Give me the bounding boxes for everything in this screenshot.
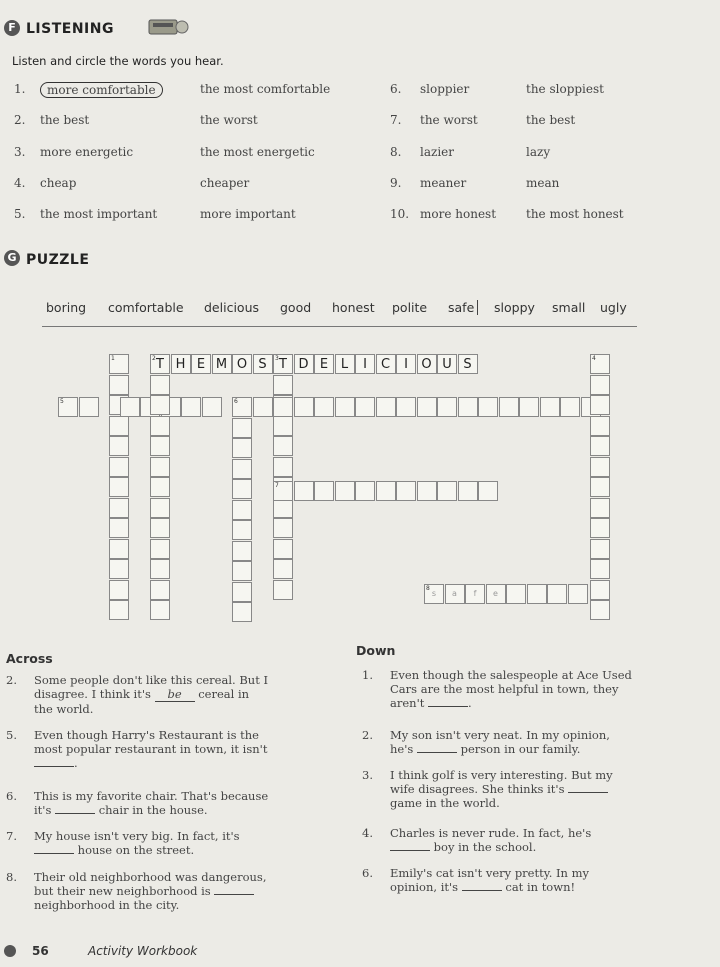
word-bank-item: sloppy (494, 300, 535, 315)
cassette-icon (148, 18, 190, 36)
item-number: 3. (14, 145, 26, 159)
grid-cell[interactable] (273, 457, 293, 477)
grid-cell[interactable] (232, 459, 252, 479)
grid-cell[interactable] (314, 397, 334, 417)
grid-cell[interactable] (417, 481, 437, 501)
grid-letter-faint: e (493, 589, 498, 598)
answer-choice[interactable]: cheap (40, 176, 77, 190)
answer-choice[interactable]: the best (526, 113, 576, 127)
word-bank-item: polite (392, 300, 428, 315)
grid-cell[interactable] (417, 397, 437, 417)
grid-cell[interactable] (253, 397, 273, 417)
grid-cell[interactable] (590, 498, 610, 518)
grid-letter: M (215, 357, 228, 372)
grid-letter: S (463, 357, 472, 372)
grid-cell[interactable] (458, 397, 478, 417)
clue-down-6: 6. Emily's cat isn't very pretty. In my opinion, it's cat in town! (362, 866, 590, 894)
clue-down-2: 2. My son isn't very neat. In my opinion, he's person in our family. (362, 728, 610, 756)
grid-cell[interactable] (540, 397, 560, 417)
grid-letter: O (236, 357, 248, 372)
across-heading: Across (6, 651, 53, 666)
grid-cell[interactable] (590, 580, 610, 600)
word-bank-item: honest (332, 300, 375, 315)
item-number: 7. (390, 113, 402, 127)
answer-blank[interactable] (390, 850, 430, 851)
grid-letter: H (175, 357, 186, 372)
clue-number: 2 (152, 355, 156, 362)
answer-blank[interactable] (417, 752, 457, 753)
grid-cell[interactable] (314, 481, 334, 501)
clue-down-1: 1. Even though the salespeople at Ace Used Cars are the most helpful in town, they aren't . (362, 668, 632, 710)
answer-choice[interactable]: lazier (420, 145, 454, 159)
clue-number: 6 (234, 398, 238, 405)
grid-letter: L (340, 357, 349, 372)
grid-letter-faint: f (473, 589, 477, 598)
grid-cell[interactable] (232, 500, 252, 520)
grid-cell[interactable] (458, 481, 478, 501)
word-bank-item: delicious (204, 300, 259, 315)
grid-cell[interactable] (273, 559, 293, 579)
grid-cell[interactable] (478, 481, 498, 501)
word-bank-item: safe (448, 300, 478, 315)
item-number: 9. (390, 176, 402, 190)
grid-cell[interactable] (120, 397, 140, 417)
grid-letter: U (442, 357, 452, 372)
clue-number: 1 (111, 355, 115, 362)
answer-blank[interactable] (34, 766, 74, 767)
grid-cell[interactable] (376, 481, 396, 501)
down-heading: Down (356, 643, 396, 658)
word-bank-item: ugly (600, 300, 627, 315)
grid-cell[interactable] (232, 418, 252, 438)
grid-cell[interactable] (590, 539, 610, 559)
grid-cell[interactable] (232, 438, 252, 458)
grid-cell[interactable] (273, 580, 293, 600)
clue-down-3: 3. I think golf is very interesting. But my wife disagrees. She thinks it's game in the world. (362, 768, 613, 810)
section-title-listening: LISTENING (26, 21, 114, 37)
answer-blank[interactable] (428, 706, 468, 707)
answer-blank[interactable] (568, 792, 608, 793)
grid-letter: I (404, 357, 408, 372)
answer-choice[interactable]: the worst (420, 113, 478, 127)
answer-choice[interactable]: cheaper (200, 176, 250, 190)
grid-cell[interactable] (109, 580, 129, 600)
grid-cell[interactable] (590, 395, 610, 415)
answer-blank[interactable] (462, 890, 502, 891)
grid-cell[interactable] (273, 375, 293, 395)
grid-cell[interactable] (109, 600, 129, 620)
grid-cell[interactable] (109, 539, 129, 559)
section-title-puzzle: PUZZLE (26, 252, 90, 268)
clue-number: 8 (426, 585, 430, 592)
grid-cell[interactable] (150, 416, 170, 436)
answer-blank[interactable] (214, 894, 254, 895)
grid-cell[interactable] (109, 375, 129, 395)
item-number: 2. (14, 113, 26, 127)
grid-cell[interactable] (150, 436, 170, 456)
grid-cell[interactable] (568, 584, 588, 604)
grid-cell[interactable] (232, 582, 252, 602)
grid-cell[interactable] (109, 436, 129, 456)
word-bank-item: boring (46, 300, 87, 315)
answer-choice[interactable]: more honest (420, 207, 497, 221)
grid-cell[interactable] (478, 397, 498, 417)
answer-choice[interactable]: more energetic (40, 145, 134, 159)
answer-choice[interactable]: the worst (200, 113, 258, 127)
answer-choice[interactable]: more comfortable (40, 82, 163, 98)
clue-across-5: 5. Even though Harry's Restaurant is the most popular restaurant in town, it isn't . (6, 728, 268, 770)
grid-cell[interactable] (150, 375, 170, 395)
grid-cell[interactable] (232, 479, 252, 499)
grid-cell[interactable] (376, 397, 396, 417)
item-number: 6. (390, 82, 402, 96)
answer-choice[interactable]: the sloppiest (526, 82, 604, 96)
clue-across-6: 6. This is my favorite chair. That's because it's chair in the house. (6, 789, 269, 817)
grid-letter: T (156, 357, 164, 372)
answer-blank[interactable] (34, 853, 74, 854)
word-bank (42, 292, 637, 327)
grid-cell[interactable] (294, 397, 314, 417)
grid-cell[interactable] (590, 559, 610, 579)
grid-cell[interactable] (181, 397, 201, 417)
grid-letter: E (196, 357, 206, 372)
grid-cell[interactable] (499, 397, 519, 417)
grid-letter: S (258, 357, 267, 372)
grid-letter: C (380, 357, 391, 372)
answer-choice[interactable]: the most honest (526, 207, 624, 221)
clue-number: 5 (60, 398, 64, 405)
grid-cell[interactable] (560, 397, 580, 417)
grid-cell[interactable] (273, 436, 293, 456)
grid-cell[interactable] (150, 580, 170, 600)
clue-number: 3 (275, 355, 279, 362)
grid-cell[interactable] (79, 397, 99, 417)
answer-blank[interactable] (55, 813, 95, 814)
item-number: 8. (390, 145, 402, 159)
grid-letter-faint: a (452, 589, 457, 598)
item-number: 4. (14, 176, 26, 190)
page-dot-icon (4, 945, 16, 957)
grid-cell[interactable] (202, 397, 222, 417)
grid-cell[interactable] (519, 397, 539, 417)
grid-cell[interactable] (590, 477, 610, 497)
grid-cell[interactable] (590, 416, 610, 436)
answer-choice[interactable]: mean (526, 176, 560, 190)
grid-cell[interactable] (109, 518, 129, 538)
clue-across-8: 8. Their old neighborhood was dangerous, but their new neighborhood is neighborhood in the city. (6, 870, 267, 912)
grid-cell[interactable] (150, 395, 170, 415)
grid-cell[interactable] (150, 518, 170, 538)
grid-cell[interactable] (396, 397, 416, 417)
grid-cell[interactable] (150, 477, 170, 497)
grid-cell[interactable] (109, 457, 129, 477)
word-bank-item: small (552, 300, 586, 315)
grid-cell[interactable] (335, 397, 355, 417)
book-title: Activity Workbook (88, 944, 198, 958)
section-badge: F (4, 20, 20, 36)
grid-cell[interactable] (437, 481, 457, 501)
grid-cell[interactable] (355, 397, 375, 417)
grid-cell[interactable] (273, 518, 293, 538)
grid-cell[interactable] (150, 498, 170, 518)
grid-letter: O (421, 357, 432, 372)
grid-cell[interactable] (547, 584, 567, 604)
grid-cell[interactable] (590, 457, 610, 477)
section-badge: G (4, 250, 20, 266)
word-bank-item: comfortable (108, 300, 184, 315)
grid-cell[interactable] (590, 600, 610, 620)
grid-cell[interactable] (232, 541, 252, 561)
grid-cell[interactable] (109, 498, 129, 518)
answer-choice[interactable]: the most energetic (200, 145, 315, 159)
grid-cell[interactable] (294, 481, 314, 501)
grid-letter: D (298, 357, 309, 372)
answer-choice[interactable]: the best (40, 113, 90, 127)
answer-choice[interactable]: meaner (420, 176, 467, 190)
answer-choice[interactable]: lazy (526, 145, 551, 159)
grid-cell[interactable] (273, 416, 293, 436)
grid-cell[interactable] (232, 602, 252, 622)
grid-letter: E (319, 357, 329, 372)
clue-across-2: 2. Some people don't like this cereal. But I disagree. I think it's be cereal in the world. (6, 673, 269, 716)
grid-cell[interactable] (232, 520, 252, 540)
clue-down-4: 4. Charles is never rude. In fact, he's boy in the school. (362, 826, 592, 854)
item-number: 10. (390, 207, 410, 221)
word-bank-item: good (280, 300, 312, 315)
grid-cell[interactable] (335, 481, 355, 501)
grid-cell[interactable] (590, 518, 610, 538)
clue-number: 4 (592, 355, 596, 362)
grid-cell[interactable] (590, 375, 610, 395)
grid-cell[interactable] (527, 584, 547, 604)
grid-cell[interactable] (273, 539, 293, 559)
grid-letter: T (279, 357, 287, 372)
grid-cell[interactable] (150, 559, 170, 579)
grid-cell[interactable] (232, 561, 252, 581)
grid-cell[interactable] (273, 397, 293, 417)
clue-across-7: 7. My house isn't very big. In fact, it's house on the street. (6, 829, 240, 857)
item-number: 1. (14, 82, 26, 96)
listening-instruction: Listen and circle the words you hear. (12, 54, 224, 68)
grid-cell[interactable] (150, 539, 170, 559)
grid-cell[interactable] (590, 436, 610, 456)
grid-cell[interactable] (109, 416, 129, 436)
item-number: 5. (14, 207, 26, 221)
grid-letter-faint: s (431, 589, 437, 598)
page-number: 56 (32, 944, 49, 958)
answer-blank[interactable]: be (155, 687, 195, 702)
answer-choice[interactable]: sloppier (420, 82, 470, 96)
grid-letter: I (363, 357, 367, 372)
clue-number: 7 (275, 482, 279, 489)
grid-cell[interactable] (396, 481, 416, 501)
grid-cell[interactable] (109, 559, 129, 579)
grid-cell[interactable] (437, 397, 457, 417)
answer-choice[interactable]: the most important (40, 207, 158, 221)
grid-cell[interactable] (109, 477, 129, 497)
grid-cell[interactable] (506, 584, 526, 604)
grid-cell[interactable] (355, 481, 375, 501)
answer-choice[interactable]: the most comfortable (200, 82, 331, 96)
grid-cell[interactable] (150, 600, 170, 620)
grid-cell[interactable] (150, 457, 170, 477)
answer-choice[interactable]: more important (200, 207, 296, 221)
